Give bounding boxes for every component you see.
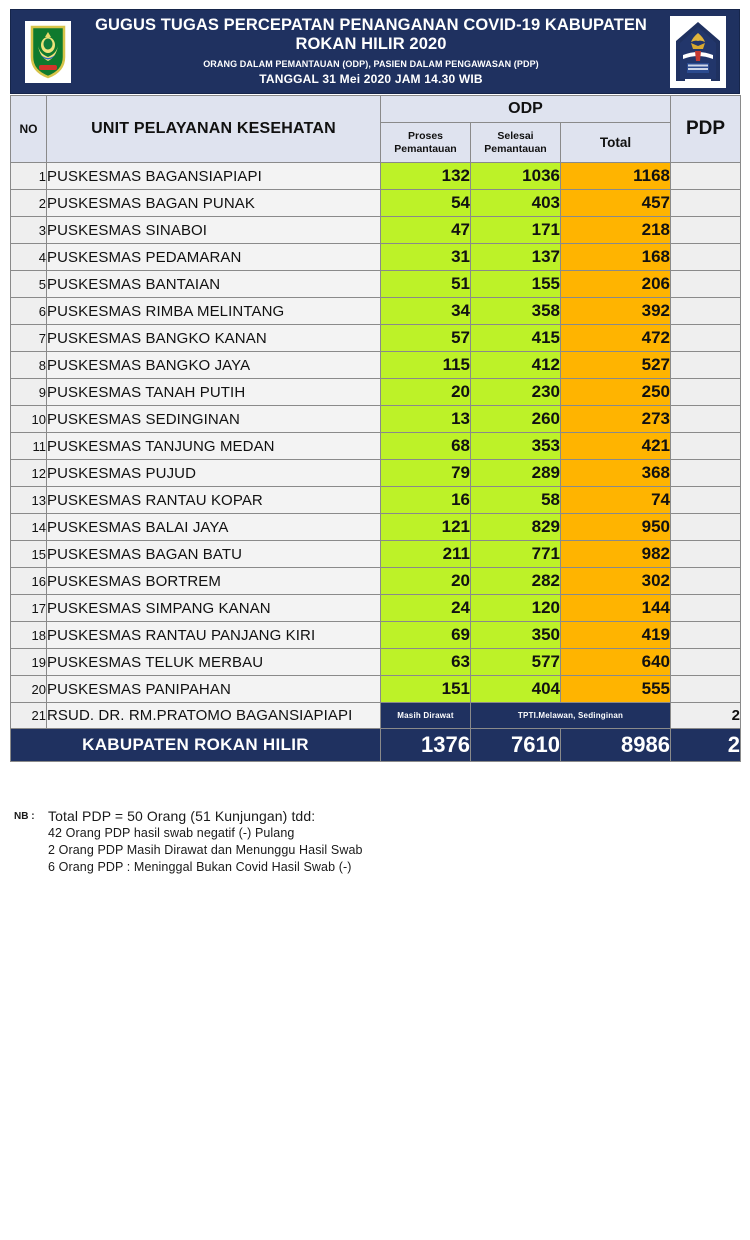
cell-odp-proses: 51	[381, 271, 471, 298]
table-row	[11, 433, 741, 460]
cell-odp-selesai: 289	[471, 460, 561, 487]
cell-no: 11	[11, 433, 47, 460]
cell-unit-name: PUSKESMAS PEDAMARAN	[47, 244, 381, 271]
cell-pdp	[671, 622, 741, 649]
table-body	[11, 163, 741, 762]
cell-odp-proses: 151	[381, 676, 471, 703]
cell-odp-proses: 13	[381, 406, 471, 433]
cell-odp-proses: 79	[381, 460, 471, 487]
page-title: GUGUS TUGAS PERCEPATAN PENANGANAN COVID-19 KABUPATEN ROKAN HILIR 2020	[95, 15, 647, 53]
table-row	[11, 622, 741, 649]
col-header-proses-pemantauan	[381, 123, 471, 163]
cell-note-masih-dirawat: Masih Dirawat	[381, 703, 471, 729]
total-row-label: KABUPATEN ROKAN HILIR	[11, 729, 381, 762]
cell-no: 17	[11, 595, 47, 622]
col-header-selesai-line1: Selesai	[497, 129, 534, 142]
cell-odp-total: 250	[561, 379, 671, 406]
table-row	[11, 325, 741, 352]
cell-pdp	[671, 487, 741, 514]
cell-odp-total: 421	[561, 433, 671, 460]
footnote-line-4: 6 Orang PDP : Meninggal Bukan Covid Hasil Swab (-)	[48, 860, 352, 874]
cell-pdp	[671, 244, 741, 271]
cell-odp-total: 640	[561, 649, 671, 676]
banner-subtitle: ORANG DALAM PEMANTAUAN (ODP), PASIEN DALAM PENGAWASAN (PDP)	[203, 58, 539, 69]
cell-odp-selesai: 58	[471, 487, 561, 514]
cell-odp-proses: 47	[381, 217, 471, 244]
cell-no: 10	[11, 406, 47, 433]
cell-unit-name: RSUD. DR. RM.PRATOMO BAGANSIAPIAPI	[47, 703, 381, 729]
table-row	[11, 217, 741, 244]
cell-odp-total: 555	[561, 676, 671, 703]
cell-odp-selesai: 771	[471, 541, 561, 568]
table-row	[11, 541, 741, 568]
table-head	[11, 96, 741, 163]
cell-no: 21	[11, 703, 47, 729]
table-row	[11, 406, 741, 433]
cell-unit-name: PUSKESMAS TELUK MERBAU	[47, 649, 381, 676]
col-header-proses-line1: Proses	[407, 129, 444, 142]
cell-odp-proses: 57	[381, 325, 471, 352]
table-row	[11, 352, 741, 379]
cell-unit-name: PUSKESMAS BALAI JAYA	[47, 514, 381, 541]
cell-no: 1	[11, 163, 47, 190]
col-header-selesai-pemantauan	[471, 123, 561, 163]
banner-text-block	[85, 10, 657, 93]
cell-unit-name: PUSKESMAS RANTAU PANJANG KIRI	[47, 622, 381, 649]
cell-odp-total: 419	[561, 622, 671, 649]
cell-odp-total: 472	[561, 325, 671, 352]
table-row	[11, 244, 741, 271]
cell-no: 12	[11, 460, 47, 487]
cell-unit-name: PUSKESMAS TANJUNG MEDAN	[47, 433, 381, 460]
cell-unit-name: PUSKESMAS BAGAN BATU	[47, 541, 381, 568]
cell-odp-selesai: 120	[471, 595, 561, 622]
cell-odp-total: 302	[561, 568, 671, 595]
cell-no: 8	[11, 352, 47, 379]
footnote-line-2: 42 Orang PDP hasil swab negatif (-) Pulang	[48, 826, 295, 840]
table-row	[11, 649, 741, 676]
total-odp-selesai: 7610	[471, 729, 561, 762]
cell-pdp	[671, 460, 741, 487]
cell-no: 13	[11, 487, 47, 514]
cell-odp-proses: 34	[381, 298, 471, 325]
cell-pdp	[671, 514, 741, 541]
cell-odp-total: 950	[561, 514, 671, 541]
table-row	[11, 514, 741, 541]
cell-unit-name: PUSKESMAS PUJUD	[47, 460, 381, 487]
cell-no: 19	[11, 649, 47, 676]
table-row	[11, 568, 741, 595]
cell-odp-selesai: 412	[471, 352, 561, 379]
cell-no: 2	[11, 190, 47, 217]
cell-odp-total: 74	[561, 487, 671, 514]
logo-right-container	[657, 10, 739, 93]
cell-pdp	[671, 217, 741, 244]
table-row	[11, 271, 741, 298]
cell-odp-selesai: 1036	[471, 163, 561, 190]
covid-odp-pdp-table	[10, 95, 741, 762]
cell-odp-proses: 115	[381, 352, 471, 379]
cell-pdp	[671, 649, 741, 676]
cell-unit-name: PUSKESMAS BANGKO JAYA	[47, 352, 381, 379]
cell-odp-proses: 121	[381, 514, 471, 541]
garuda-emblem	[670, 16, 726, 88]
table-row	[11, 163, 741, 190]
cell-odp-proses: 211	[381, 541, 471, 568]
total-odp-proses: 1376	[381, 729, 471, 762]
cell-pdp	[671, 433, 741, 460]
cell-odp-total: 218	[561, 217, 671, 244]
cell-unit-name: PUSKESMAS SEDINGINAN	[47, 406, 381, 433]
cell-odp-proses: 63	[381, 649, 471, 676]
cell-unit-name: PUSKESMAS SINABOI	[47, 217, 381, 244]
cell-no: 6	[11, 298, 47, 325]
cell-odp-selesai: 404	[471, 676, 561, 703]
cell-odp-proses: 69	[381, 622, 471, 649]
table-row	[11, 487, 741, 514]
cell-odp-selesai: 282	[471, 568, 561, 595]
cell-no: 18	[11, 622, 47, 649]
cell-pdp	[671, 568, 741, 595]
cell-pdp	[671, 379, 741, 406]
cell-odp-selesai: 353	[471, 433, 561, 460]
cell-pdp: 2	[671, 703, 741, 729]
cell-no: 4	[11, 244, 47, 271]
cell-odp-selesai: 577	[471, 649, 561, 676]
cell-unit-name: PUSKESMAS PANIPAHAN	[47, 676, 381, 703]
cell-odp-proses: 132	[381, 163, 471, 190]
logo-left-container	[11, 10, 85, 93]
cell-pdp	[671, 163, 741, 190]
cell-odp-total: 1168	[561, 163, 671, 190]
cell-pdp	[671, 595, 741, 622]
cell-odp-selesai: 137	[471, 244, 561, 271]
table-row	[11, 190, 741, 217]
cell-odp-total: 368	[561, 460, 671, 487]
col-header-pdp: PDP	[671, 96, 741, 163]
cell-odp-selesai: 403	[471, 190, 561, 217]
cell-odp-selesai: 415	[471, 325, 561, 352]
cell-note-tpti: TPTI.Melawan, Sedinginan	[471, 703, 671, 729]
cell-odp-proses: 20	[381, 568, 471, 595]
cell-odp-total: 206	[561, 271, 671, 298]
cell-pdp	[671, 190, 741, 217]
total-odp-total: 8986	[561, 729, 671, 762]
cell-pdp	[671, 325, 741, 352]
cell-pdp	[671, 406, 741, 433]
cell-odp-total: 457	[561, 190, 671, 217]
table-row	[11, 379, 741, 406]
cell-unit-name: PUSKESMAS RANTAU KOPAR	[47, 487, 381, 514]
cell-odp-proses: 68	[381, 433, 471, 460]
rokan-hilir-regency-crest	[25, 21, 71, 83]
cell-odp-selesai: 230	[471, 379, 561, 406]
footnote-first-row	[14, 808, 534, 825]
cell-odp-proses: 20	[381, 379, 471, 406]
cell-pdp	[671, 271, 741, 298]
cell-odp-total: 392	[561, 298, 671, 325]
footnote-line-3: 2 Orang PDP Masih Dirawat dan Menunggu Hasil Swab	[48, 843, 363, 857]
table-row	[11, 298, 741, 325]
cell-unit-name: PUSKESMAS BANTAIAN	[47, 271, 381, 298]
cell-odp-selesai: 155	[471, 271, 561, 298]
cell-odp-total: 982	[561, 541, 671, 568]
cell-odp-proses: 16	[381, 487, 471, 514]
col-header-proses-line2: Pemantauan	[394, 142, 457, 155]
cell-odp-proses: 24	[381, 595, 471, 622]
footnote-line-1: Total PDP = 50 Orang (51 Kunjungan) tdd:	[48, 808, 316, 824]
report-table-container	[10, 95, 740, 762]
footnotes	[14, 808, 534, 876]
cell-no: 3	[11, 217, 47, 244]
cell-pdp	[671, 541, 741, 568]
table-row	[11, 595, 741, 622]
cell-no: 16	[11, 568, 47, 595]
col-header-total: Total	[561, 123, 671, 163]
col-header-selesai-line2: Pemantauan	[484, 142, 547, 155]
col-header-odp-group: ODP	[381, 96, 671, 123]
cell-odp-selesai: 358	[471, 298, 561, 325]
cell-no: 7	[11, 325, 47, 352]
cell-odp-proses: 31	[381, 244, 471, 271]
cell-unit-name: PUSKESMAS BAGANSIAPIAPI	[47, 163, 381, 190]
cell-no: 9	[11, 379, 47, 406]
banner-date-time: TANGGAL 31 Mei 2020 JAM 14.30 WIB	[259, 71, 483, 86]
footnote-label: NB :	[14, 811, 35, 822]
cell-odp-selesai: 171	[471, 217, 561, 244]
cell-unit-name: PUSKESMAS BORTREM	[47, 568, 381, 595]
cell-odp-selesai: 829	[471, 514, 561, 541]
cell-unit-name: PUSKESMAS BAGAN PUNAK	[47, 190, 381, 217]
cell-no: 20	[11, 676, 47, 703]
cell-no: 5	[11, 271, 47, 298]
col-header-no: NO	[11, 96, 47, 163]
cell-pdp	[671, 298, 741, 325]
cell-odp-total: 168	[561, 244, 671, 271]
cell-no: 14	[11, 514, 47, 541]
cell-odp-total: 527	[561, 352, 671, 379]
cell-odp-selesai: 260	[471, 406, 561, 433]
cell-unit-name: PUSKESMAS TANAH PUTIH	[47, 379, 381, 406]
header-banner	[10, 9, 740, 94]
cell-odp-proses: 54	[381, 190, 471, 217]
cell-unit-name: PUSKESMAS SIMPANG KANAN	[47, 595, 381, 622]
cell-pdp	[671, 352, 741, 379]
cell-unit-name: PUSKESMAS RIMBA MELINTANG	[47, 298, 381, 325]
total-pdp: 2	[671, 729, 741, 762]
header-row-1	[11, 96, 741, 123]
table-total-row	[11, 729, 741, 762]
table-row-hospital	[11, 703, 741, 729]
cell-odp-selesai: 350	[471, 622, 561, 649]
table-row	[11, 460, 741, 487]
cell-unit-name: PUSKESMAS BANGKO KANAN	[47, 325, 381, 352]
col-header-unit: UNIT PELAYANAN KESEHATAN	[47, 96, 381, 163]
cell-pdp	[671, 676, 741, 703]
cell-odp-total: 144	[561, 595, 671, 622]
table-row	[11, 676, 741, 703]
cell-odp-total: 273	[561, 406, 671, 433]
cell-no: 15	[11, 541, 47, 568]
